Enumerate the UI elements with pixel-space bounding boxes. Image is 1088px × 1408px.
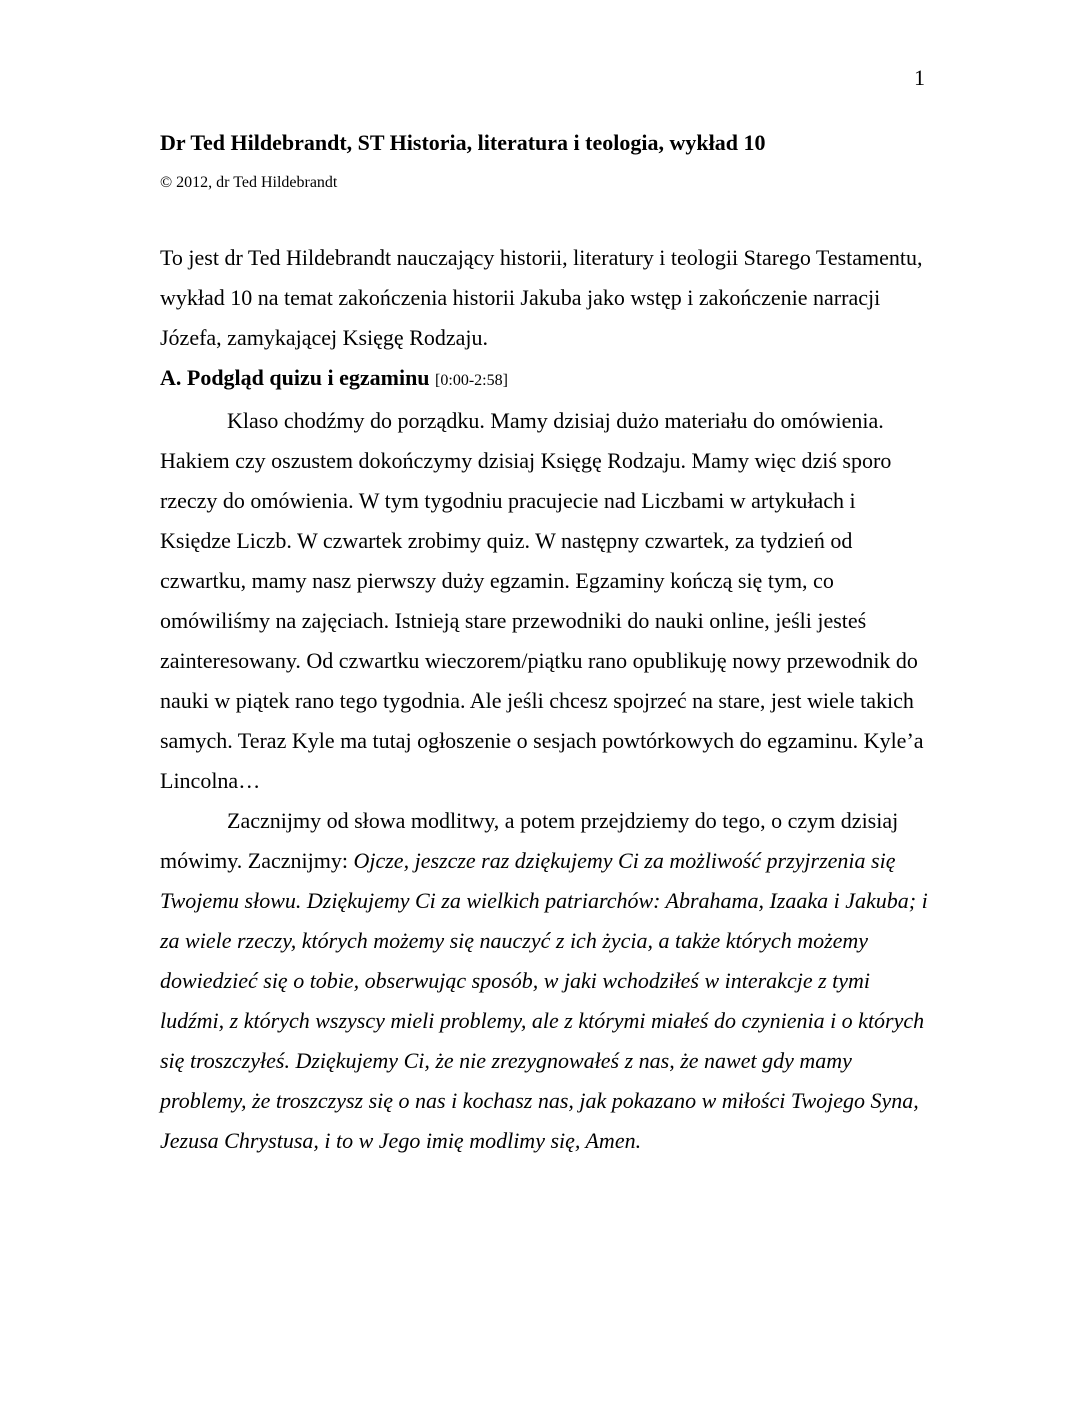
intro-paragraph: To jest dr Ted Hildebrandt nauczający historii, literatury i teologii Starego Testamentu, wykład 10 na temat zakończenia historii Jakuba jako wstęp i zakończenie narracji Józefa, zamykającej Księgę Rodzaju. bbox=[160, 245, 923, 350]
document-body bbox=[160, 238, 930, 1161]
prayer-paragraph bbox=[160, 801, 930, 1161]
copyright-notice: © 2012, dr Ted Hildebrandt bbox=[160, 174, 338, 191]
section-heading bbox=[160, 358, 930, 401]
document-title: Dr Ted Hildebrandt, ST Historia, literatura i teologia, wykład 10 bbox=[160, 130, 766, 155]
lecture-paragraph: Klaso chodźmy do porządku. Mamy dzisiaj dużo materiału do omówienia. Hakiem czy oszustem dokończymy dzisiaj Księgę Rodzaju. Mamy więc dziś sporo rzeczy do omówienia. W tym tygodniu pracujecie nad Liczbami w artykułach i Księdze Liczb. W czwartek zrobimy quiz. W następny czwartek, za tydzień od czwartku, mamy nasz pierwszy duży egzamin. Egzaminy kończą się tym, co omówiliśmy na zajęciach. Istnieją stare przewodniki do nauki online, jeśli jesteś zainteresowany. Od czwartku wieczorem/piątku rano opublikuję nowy przewodnik do nauki w piątek rano tego tygodnia. Ale jeśli chcesz spojrzeć na stare, jest wiele takich samych. Teraz Kyle ma tutaj ogłoszenie o sesjach powtórkowych do egzaminu. Kyle’a Lincolna… bbox=[160, 408, 924, 793]
page-number: 1 bbox=[914, 65, 925, 90]
prayer-intro-text: Zacznijmy od słowa modlitwy, a potem przejdziemy do tego, o czym dzisiaj mówimy. Zacznijmy: bbox=[160, 808, 899, 873]
section-heading-text: A. Podgląd quizu i egzaminu bbox=[160, 365, 430, 390]
section-timestamp: [0:00-2:58] bbox=[435, 372, 508, 389]
prayer-text: Ojcze, jeszcze raz dziękujemy Ci za możliwość przyjrzenia się Twojemu słowu. Dziękujemy Ci za wielkich patriarchów: Abrahama, Izaaka i Jakuba; i za wiele rzeczy, których możemy się nauczyć z ich życia, a także których możemy dowiedzieć się o tobie, obserwując sposób, w jaki wchodziłeś w interakcje z tymi ludźmi, z których wszyscy mieli problemy, ale z którymi miałeś do czynienia i o których się troszczyłeś. Dziękujemy Ci, że nie zrezygnowałeś z nas, że nawet gdy mamy problemy, że troszczysz się o nas i kochasz nas, jak pokazano w miłości Twojego Syna, Jezusa Chrystusa, i to w Jego imię modlimy się, Amen. bbox=[160, 848, 928, 1153]
